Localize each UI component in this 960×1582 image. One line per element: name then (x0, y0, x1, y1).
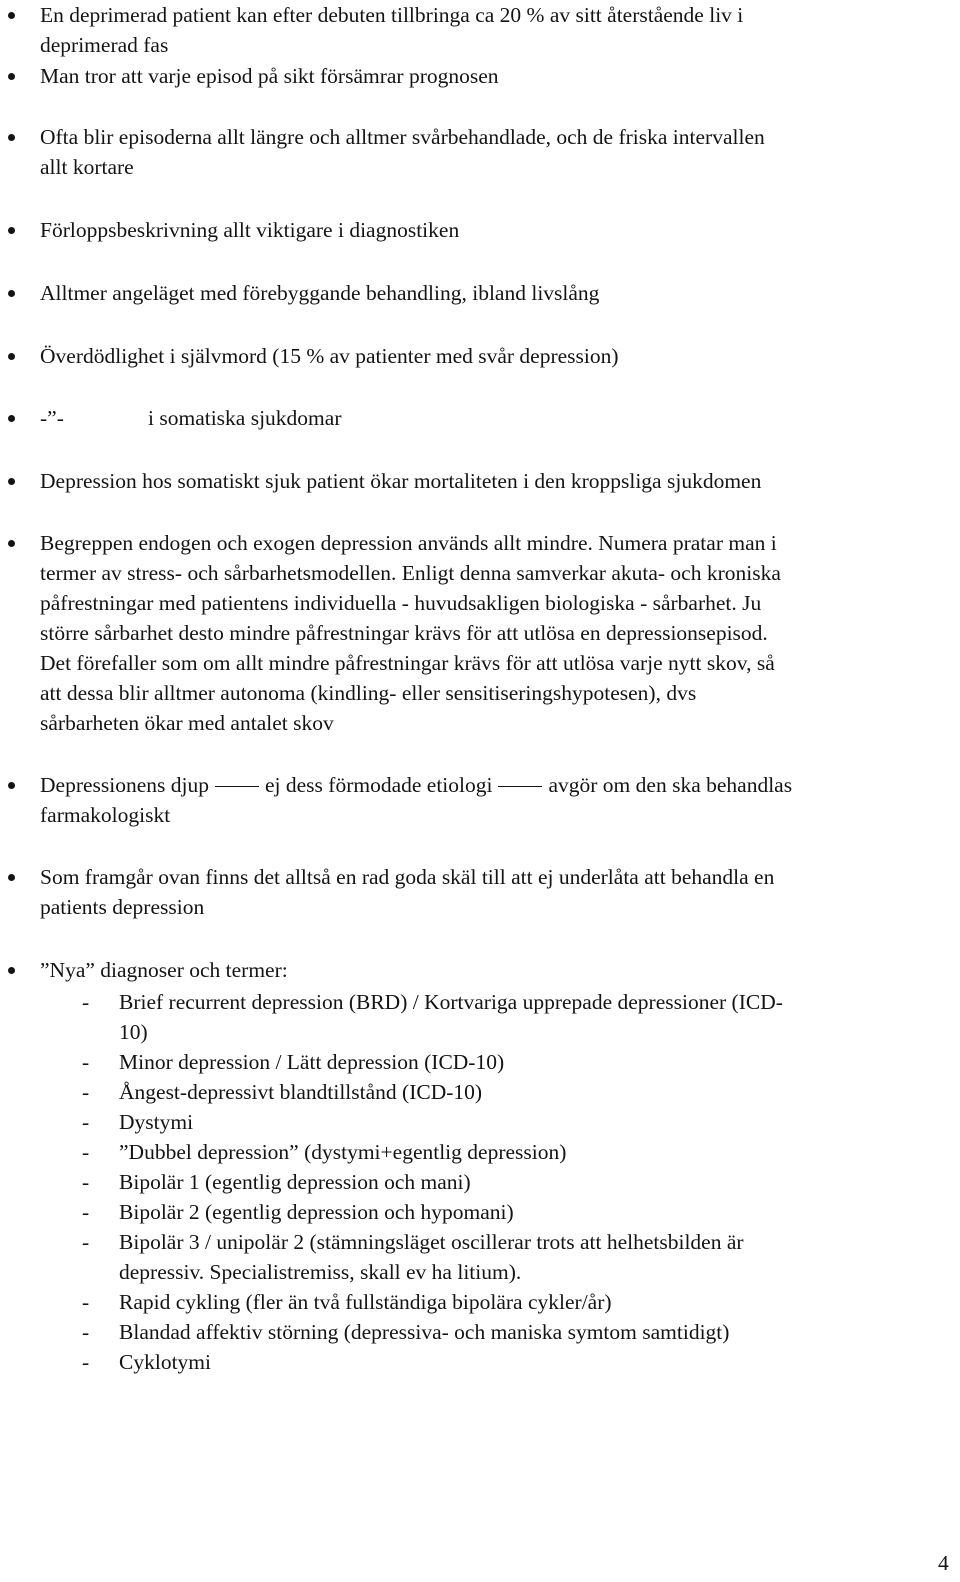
bullet-item (40, 955, 945, 985)
diagnosis-list (82, 987, 942, 1377)
bullet-dot (8, 782, 15, 789)
list-item (82, 1167, 942, 1197)
bullet-dot (8, 967, 15, 974)
dash-marker: - (82, 1170, 90, 1194)
bullet-dot (8, 540, 15, 547)
text-line: Depression hos somatiskt sjuk patient ökar mortaliteten i den kroppsliga sjukdomen (40, 469, 762, 493)
text-line: Cyklotymi (119, 1350, 211, 1374)
list-item (82, 987, 942, 1047)
page-number: 4 (938, 1551, 949, 1575)
list-item (82, 1287, 942, 1317)
dash-marker: - (82, 990, 90, 1014)
list-item (82, 1347, 942, 1377)
dash-rule (215, 786, 259, 787)
bullet-dot (8, 415, 15, 422)
text-line: farmakologiskt (40, 803, 171, 827)
text-line: påfrestningar med patientens individuella - huvudsakligen biologiska - sårbarhet. Ju (40, 591, 762, 615)
text-line: att dessa blir alltmer autonoma (kindling- eller sensitiseringshypotesen), dvs (40, 681, 697, 705)
list-item (82, 1047, 942, 1077)
bullet-item (40, 466, 945, 496)
text-line: deprimerad fas (40, 33, 169, 57)
dash-marker: - (82, 1050, 90, 1074)
bullet-dot (8, 874, 15, 881)
dash-marker: - (82, 1080, 90, 1104)
text-line: Ångest-depressivt blandtillstånd (ICD-10) (119, 1080, 483, 1104)
dash-marker: - (82, 1290, 90, 1314)
text-line: En deprimerad patient kan efter debuten tillbringa ca 20 % av sitt återstående liv i (40, 3, 744, 27)
bullet-item (40, 0, 945, 60)
bullet-item (40, 770, 945, 830)
text-line: Som framgår ovan finns det alltså en rad goda skäl till att ej underlåta att behandla en (40, 865, 775, 889)
text-line: allt kortare (40, 155, 134, 179)
text-line: Ofta blir episoderna allt längre och alltmer svårbehandlade, och de friska intervallen (40, 125, 765, 149)
text-line: Förloppsbeskrivning allt viktigare i diagnostiken (40, 218, 460, 242)
text-line: i somatiska sjukdomar (148, 406, 342, 430)
text-line: Dystymi (119, 1110, 194, 1134)
list-item (82, 1227, 942, 1287)
text-line: depressiv. Specialistremiss, skall ev ha litium). (119, 1260, 522, 1284)
bullet-item (40, 278, 945, 308)
text-line: patients depression (40, 895, 205, 919)
bullet-dot (8, 290, 15, 297)
text-line: sårbarheten ökar med antalet skov (40, 711, 334, 735)
text-line: Rapid cykling (fler än två fullständiga bipolära cykler/år) (119, 1290, 612, 1314)
text-line: Bipolär 1 (egentlig depression och mani) (119, 1170, 471, 1194)
bullet-dot (8, 134, 15, 141)
dash-rule (498, 786, 542, 787)
list-item (82, 1317, 942, 1347)
dash-marker: - (82, 1140, 90, 1164)
text-line: Brief recurrent depression (BRD) / Kortvariga upprepade depressioner (ICD- (119, 990, 783, 1014)
bullet-dot (8, 478, 15, 485)
bullet-item (40, 403, 945, 433)
text-segment: avgör om den ska behandlas (548, 773, 793, 797)
text-line: Det förefaller som om allt mindre påfrestningar krävs för att utlösa varje nytt skov, så (40, 651, 775, 675)
list-item (82, 1197, 942, 1227)
bullet-item (40, 61, 945, 91)
dash-marker: - (82, 1230, 90, 1254)
list-item (82, 1137, 942, 1167)
list-item (82, 1107, 942, 1137)
text-line: Blandad affektiv störning (depressiva- och maniska symtom samtidigt) (119, 1320, 730, 1344)
list-item (82, 1077, 942, 1107)
dash-marker: - (82, 1200, 90, 1224)
bullet-dot (8, 12, 15, 19)
text-line: Minor depression / Lätt depression (ICD-10) (119, 1050, 505, 1074)
text-segment: Depressionens djup (40, 773, 209, 797)
text-line: Bipolär 2 (egentlig depression och hypomani) (119, 1200, 514, 1224)
bullet-dot (8, 227, 15, 234)
text-line: Bipolär 3 / unipolär 2 (stämningsläget oscillerar trots att helhetsbilden är (119, 1230, 744, 1254)
dash-marker: - (82, 1320, 90, 1344)
bullet-dot (8, 353, 15, 360)
ditto-mark: -”- (40, 406, 64, 430)
text-segment: ej dess förmodade etiologi (265, 773, 493, 797)
dash-marker: - (82, 1350, 90, 1374)
dash-marker: - (82, 1110, 90, 1134)
bullet-item (40, 122, 945, 182)
text-line: större sårbarhet desto mindre påfrestningar krävs för att utlösa en depressionsepisod. (40, 621, 768, 645)
bullet-item (40, 341, 945, 371)
text-line: Överdödlighet i självmord (15 % av patienter med svår depression) (40, 344, 619, 368)
bullet-item (40, 528, 945, 738)
text-line: ”Dubbel depression” (dystymi+egentlig depression) (119, 1140, 567, 1164)
text-line: Man tror att varje episod på sikt försämrar prognosen (40, 64, 499, 88)
bullet-item (40, 862, 945, 922)
bullet-item (40, 215, 945, 245)
text-line: Alltmer angeläget med förebyggande behandling, ibland livslång (40, 281, 600, 305)
text-line: Begreppen endogen och exogen depression används allt mindre. Numera pratar man i (40, 531, 777, 555)
text-line: ”Nya” diagnoser och termer: (40, 958, 288, 982)
text-line: termer av stress- och sårbarhetsmodellen. Enligt denna samverkar akuta- och kroniska (40, 561, 781, 585)
bullet-dot (8, 73, 15, 80)
text-line: 10) (119, 1020, 148, 1044)
